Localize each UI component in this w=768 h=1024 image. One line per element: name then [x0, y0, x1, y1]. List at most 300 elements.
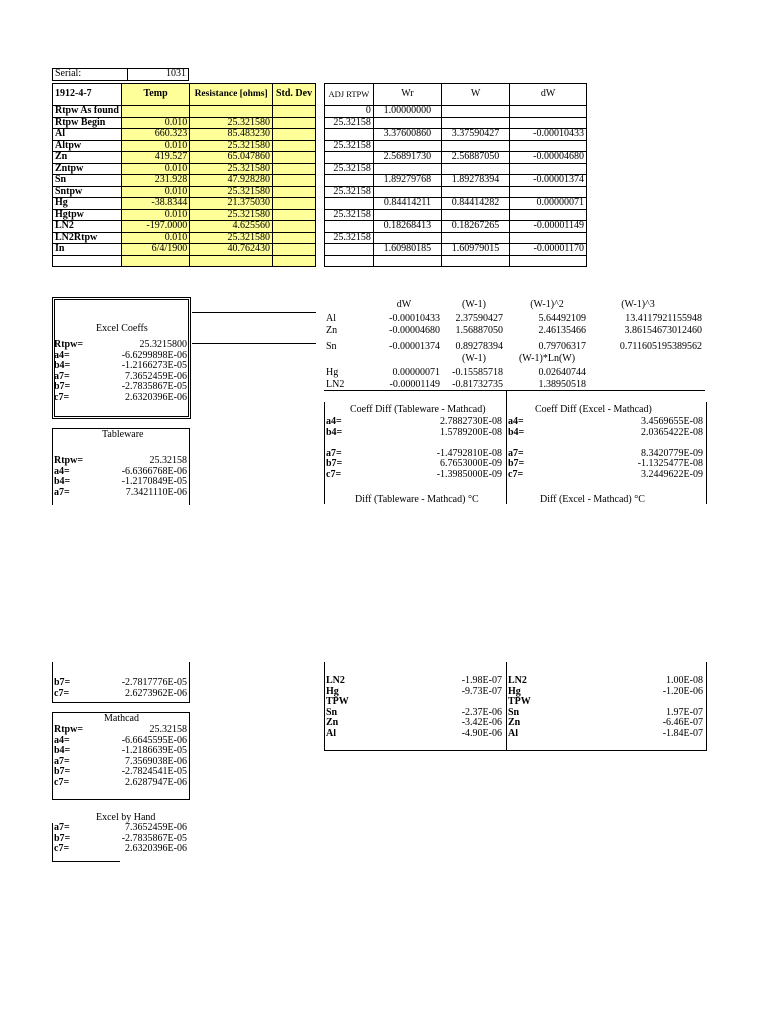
coeff-value: -1.98E-07	[461, 676, 502, 686]
resistance-cell	[190, 255, 273, 267]
std-dev-cell	[273, 209, 316, 221]
calc-w2: 2.46135466	[538, 325, 586, 336]
adj-rtpw-cell: 25.32158	[325, 232, 374, 244]
serial-label: Serial:	[53, 69, 128, 81]
coeff-value: 7.3421110E-06	[125, 487, 187, 498]
temp-cell: 0.010	[121, 140, 189, 152]
resistance-cell: 25.321580	[190, 117, 273, 129]
excel-coeffs-table	[52, 340, 189, 403]
excel-coeffs-title: Excel Coeffs	[96, 323, 148, 334]
coeff-key: a7=	[54, 487, 70, 498]
temp-cell: 660.323	[121, 129, 189, 141]
table-row	[506, 449, 705, 460]
coeff-key: Sn	[508, 707, 520, 718]
coeff-key: LN2	[326, 676, 345, 686]
row-label: LN2	[53, 221, 122, 233]
coeff-diff-excel-table	[506, 417, 705, 480]
coeff-key: a7=	[326, 448, 342, 459]
table-row	[324, 729, 504, 740]
calc-w1: 2.37590427	[455, 313, 503, 324]
wr-cell	[373, 186, 441, 198]
mathcad-title: Mathcad	[104, 713, 139, 724]
table-row	[324, 417, 504, 428]
table-row	[325, 152, 587, 164]
table-row	[506, 676, 705, 687]
tableware-continued-table	[52, 678, 189, 699]
calc-dw: 0.00000071	[392, 367, 440, 378]
calc-w1: 0.89278394	[455, 341, 503, 352]
table-row	[52, 746, 189, 757]
adj-rtpw-cell: 25.32158	[325, 209, 374, 221]
coeff-key: c7=	[54, 688, 70, 699]
wr-cell: 3.37600860	[373, 129, 441, 141]
table-row	[324, 438, 504, 449]
coeff-key: a4=	[54, 350, 70, 361]
table-row	[324, 718, 504, 729]
coeff-key: b7=	[54, 382, 71, 392]
table-row	[52, 844, 189, 855]
adj-rtpw-cell	[325, 244, 374, 256]
coeff-value: 3.2449622E-09	[641, 469, 703, 480]
table-row	[53, 152, 316, 164]
coeff-value: 1.97E-07	[666, 707, 703, 718]
adj-rtpw-cell	[325, 129, 374, 141]
table-row	[52, 456, 189, 467]
coeff-key: b7=	[54, 767, 71, 777]
adj-rtpw-cell: 25.32158	[325, 186, 374, 198]
coeff-key: Zn	[508, 718, 521, 728]
table-row	[52, 757, 189, 768]
coeff-key: b4=	[54, 477, 71, 487]
wr-cell	[373, 117, 441, 129]
divider-line	[192, 343, 316, 344]
table-row	[325, 175, 587, 187]
calc-header: (W-1)	[462, 299, 486, 310]
dw-cell: -0.00001170	[510, 244, 587, 256]
temp-cell: 0.010	[121, 232, 189, 244]
table-row	[52, 340, 189, 351]
coeff-value: -2.7824541E-05	[121, 767, 187, 777]
dw-cell	[510, 163, 587, 175]
wr-cell	[373, 140, 441, 152]
coeff-key: c7=	[54, 777, 70, 788]
excel-by-hand-table	[52, 823, 189, 855]
w-cell	[441, 140, 509, 152]
coeff-key: TPW	[326, 697, 349, 707]
table-row	[506, 459, 705, 470]
table-row	[52, 393, 189, 404]
table-row	[52, 477, 189, 488]
coeff-value: 1.00E-08	[666, 676, 703, 686]
coeff-key: b7=	[326, 459, 343, 469]
table-row	[53, 129, 316, 141]
row-label: LN2Rtpw	[53, 232, 122, 244]
empty-cell	[325, 255, 374, 267]
w-cell: 2.56887050	[441, 152, 509, 164]
resistance-cell: 65.047860	[190, 152, 273, 164]
coeff-value	[378, 697, 504, 708]
coeff-key: Al	[326, 728, 336, 739]
temp-cell: 419.527	[121, 152, 189, 164]
adj-rtpw-cell: 25.32158	[325, 117, 374, 129]
adj-rtpw-cell	[325, 175, 374, 187]
w-cell: 0.18267265	[441, 221, 509, 233]
coeff-value: -2.7835867E-05	[121, 382, 187, 392]
header-std-dev: Std. Dev	[273, 84, 316, 106]
dw-cell: -0.00001374	[510, 175, 587, 187]
coeff-value: -6.6645595E-06	[121, 735, 187, 746]
coeff-key: Hg	[326, 686, 339, 697]
table-row	[52, 767, 189, 778]
coeff-key: TPW	[508, 697, 531, 707]
header-wr: Wr	[373, 84, 441, 106]
coeff-value: 7.3652459E-06	[125, 823, 187, 833]
std-dev-cell	[273, 163, 316, 175]
adj-rtpw-cell: 0	[325, 106, 374, 118]
coeff-key: Rtpw=	[54, 725, 84, 735]
dw-cell: -0.00010433	[510, 129, 587, 141]
table-row	[506, 417, 705, 428]
adj-rtpw-cell: 25.32158	[325, 163, 374, 175]
table-row	[325, 255, 587, 267]
coeff-value: 2.7882730E-08	[440, 417, 502, 427]
table-row	[324, 697, 504, 708]
coeff-value: -1.1325477E-08	[637, 459, 703, 469]
table-row	[53, 175, 316, 187]
temp-cell: 0.010	[121, 209, 189, 221]
coeff-value	[560, 697, 705, 708]
coeff-key: a7=	[54, 371, 70, 382]
coeff-value: 7.3652459E-06	[125, 371, 187, 382]
diff-tableware-title: Diff (Tableware - Mathcad) °C	[355, 494, 479, 505]
std-dev-cell	[273, 106, 316, 118]
calc-w3: 0.711605195389562	[619, 341, 702, 352]
table-row	[53, 106, 316, 118]
std-dev-cell	[273, 175, 316, 187]
coeff-value: 2.6320396E-06	[125, 844, 187, 854]
calc-w2: 5.64492109	[538, 313, 586, 324]
coeff-value: -1.2186639E-05	[121, 746, 187, 756]
row-label: Al	[53, 129, 122, 141]
wr-cell	[373, 163, 441, 175]
temp-cell: 0.010	[121, 117, 189, 129]
diff-excel-title: Diff (Excel - Mathcad) °C	[540, 494, 645, 505]
resistance-cell: 25.321580	[190, 232, 273, 244]
dw-cell	[510, 186, 587, 198]
calc-w1: -0.81732735	[452, 379, 503, 390]
coeff-value: 25.32158	[149, 725, 187, 735]
coeff-key	[506, 438, 560, 449]
coeff-diff-tableware-title: Coeff Diff (Tableware - Mathcad)	[350, 404, 486, 415]
calc-dw: -0.00004680	[389, 325, 440, 336]
resistance-cell: 21.375030	[190, 198, 273, 210]
coeff-key: b4=	[54, 746, 71, 756]
header-resistance: Resistance [ohms]	[190, 84, 273, 106]
w-cell	[441, 106, 509, 118]
tableware-title: Tableware	[102, 429, 144, 440]
table-row	[52, 678, 189, 689]
table-row	[325, 232, 587, 244]
coeff-key: b4=	[326, 427, 343, 438]
table-row	[324, 676, 504, 687]
coeff-value: 7.3569038E-06	[125, 756, 187, 767]
table-row	[52, 823, 189, 834]
row-label: Sn	[53, 175, 122, 187]
table-row	[52, 725, 189, 736]
empty-cell	[441, 255, 509, 267]
serial-value: 1031	[128, 69, 189, 81]
coeff-value: 1.5789200E-08	[440, 427, 502, 438]
coeff-value: 2.6320396E-06	[125, 392, 187, 403]
calc-dw: -0.00001149	[389, 379, 440, 390]
table-row	[325, 129, 587, 141]
table-row	[324, 449, 504, 460]
w-cell	[441, 209, 509, 221]
table-row	[325, 198, 587, 210]
temp-cell	[121, 255, 189, 267]
std-dev-cell	[273, 186, 316, 198]
resistance-cell: 25.321580	[190, 140, 273, 152]
dw-cell	[510, 232, 587, 244]
wr-cell: 0.18268413	[373, 221, 441, 233]
coeff-key: a7=	[508, 448, 524, 459]
coeff-key: Rtpw=	[54, 340, 84, 350]
resistance-cell: 25.321580	[190, 163, 273, 175]
temp-cell: -197.0000	[121, 221, 189, 233]
resistance-cell: 85.483230	[190, 129, 273, 141]
dw-cell: 0.00000071	[510, 198, 587, 210]
wr-cell	[373, 232, 441, 244]
w-cell: 1.89278394	[441, 175, 509, 187]
table-row	[325, 117, 587, 129]
resistance-cell: 40.762430	[190, 244, 273, 256]
table-row	[325, 244, 587, 256]
row-label: Hgtpw	[53, 209, 122, 221]
table-row	[52, 488, 189, 499]
wr-cell: 2.56891730	[373, 152, 441, 164]
table-row	[506, 718, 705, 729]
coeff-key: c7=	[326, 469, 342, 480]
wr-cell: 1.00000000	[373, 106, 441, 118]
row-label: Zntpw	[53, 163, 122, 175]
std-dev-cell	[273, 198, 316, 210]
w-cell	[441, 186, 509, 198]
calc-w2: 1.38950518	[538, 379, 586, 390]
table-row	[53, 255, 316, 267]
table-row	[506, 438, 705, 449]
row-label: Sntpw	[53, 186, 122, 198]
serial-box	[52, 68, 189, 81]
table-row	[53, 209, 316, 221]
coeff-key: b7=	[54, 833, 71, 844]
w-ratio-table	[324, 83, 587, 267]
wr-cell: 1.89279768	[373, 175, 441, 187]
table-row	[325, 221, 587, 233]
coeff-value: -6.6299898E-06	[121, 350, 187, 361]
std-dev-cell	[273, 232, 316, 244]
table-row	[53, 221, 316, 233]
coeff-key: c7=	[54, 844, 70, 854]
table-row	[53, 232, 316, 244]
coeff-key: Zn	[326, 718, 339, 728]
std-dev-cell	[273, 140, 316, 152]
divider-line	[324, 390, 705, 391]
coeff-diff-excel-title: Coeff Diff (Excel - Mathcad)	[535, 404, 652, 415]
coeff-value: 25.3215800	[139, 340, 187, 350]
coeff-key: a4=	[54, 735, 70, 746]
coeff-value: -1.2170849E-05	[121, 477, 187, 487]
excel-by-hand-underline	[52, 861, 120, 862]
calc-row-label: Sn	[326, 341, 337, 352]
coeff-key: c7=	[508, 469, 524, 480]
table-row	[52, 351, 189, 362]
coeff-key: Hg	[508, 686, 521, 697]
row-label: Zn	[53, 152, 122, 164]
dw-cell	[510, 140, 587, 152]
table-row	[506, 470, 705, 481]
row-label: Hg	[53, 198, 122, 210]
std-dev-cell	[273, 117, 316, 129]
calc-dw: -0.00001374	[389, 341, 440, 352]
table-row	[52, 382, 189, 393]
calc-header: dW	[396, 299, 412, 310]
table-row	[53, 163, 316, 175]
w-cell: 3.37590427	[441, 129, 509, 141]
adj-rtpw-cell	[325, 221, 374, 233]
adj-rtpw-cell	[325, 152, 374, 164]
coeff-value: 2.6287947E-06	[125, 777, 187, 788]
header-temp: Temp	[121, 84, 189, 106]
coeff-diff-tableware-table	[324, 417, 504, 480]
empty-cell	[510, 255, 587, 267]
coeff-value: -2.7817776E-05	[121, 678, 187, 688]
table-row	[324, 459, 504, 470]
table-row	[53, 186, 316, 198]
row-label: Altpw	[53, 140, 122, 152]
coeff-key: b4=	[54, 361, 71, 371]
resistance-cell	[190, 106, 273, 118]
table-row	[325, 186, 587, 198]
table-row	[506, 708, 705, 719]
coeff-value: 2.0365422E-08	[641, 427, 703, 438]
dw-cell	[510, 209, 587, 221]
coeff-key: b4=	[508, 427, 525, 438]
resistance-cell: 25.321580	[190, 186, 273, 198]
std-dev-cell	[273, 255, 316, 267]
coeff-value: -1.3985000E-09	[436, 469, 502, 480]
coeff-value: 6.7653000E-09	[440, 459, 502, 469]
calc-header: (W-1)^3	[621, 299, 655, 310]
coeff-value: -3.42E-06	[461, 718, 502, 728]
coeff-key: Rtpw=	[54, 456, 84, 466]
coeff-value: 25.32158	[149, 456, 187, 466]
coeff-value	[560, 438, 705, 449]
calc-w3: 13.4117921155948	[625, 313, 702, 324]
dw-cell: -0.00001149	[510, 221, 587, 233]
std-dev-cell	[273, 221, 316, 233]
table-row	[325, 209, 587, 221]
coeff-value: 2.6273962E-06	[125, 688, 187, 699]
divider-line	[192, 312, 316, 313]
wr-cell: 0.84414211	[373, 198, 441, 210]
temp-cell: 0.010	[121, 186, 189, 198]
temp-cell	[121, 106, 189, 118]
dw-cell	[510, 117, 587, 129]
excel-by-hand-title: Excel by Hand	[96, 812, 156, 823]
calc-header: (W-1)^2	[530, 299, 564, 310]
dw-cell	[510, 106, 587, 118]
coeff-value: -6.46E-07	[662, 718, 703, 728]
table-row	[52, 778, 189, 789]
coeff-value: -2.37E-06	[461, 707, 502, 718]
coeff-value: -2.7835867E-05	[121, 833, 187, 844]
coeff-key: Al	[508, 728, 518, 739]
adj-rtpw-cell	[325, 198, 374, 210]
std-dev-cell	[273, 152, 316, 164]
table-row	[53, 140, 316, 152]
coeff-key: a4=	[326, 417, 342, 427]
table-row	[52, 689, 189, 700]
coeff-key: Sn	[326, 707, 338, 718]
diff-excel-table	[506, 676, 705, 739]
calc-dw: -0.00010433	[389, 313, 440, 324]
header-adj-rtpw: ADJ RTPW	[325, 84, 374, 106]
coeff-key: a4=	[508, 417, 524, 427]
w-cell	[441, 232, 509, 244]
coeff-key: a7=	[54, 756, 70, 767]
coeff-value: -1.4792810E-08	[436, 448, 502, 459]
dw-cell: -0.00004680	[510, 152, 587, 164]
table-row	[52, 736, 189, 747]
tableware-table	[52, 456, 189, 498]
table-row	[325, 163, 587, 175]
calc-row-label: Al	[326, 313, 336, 324]
temp-cell: 6/4/1900	[121, 244, 189, 256]
empty-cell	[373, 255, 441, 267]
coeff-key	[324, 438, 378, 449]
resistance-cell: 47.928280	[190, 175, 273, 187]
table-row	[52, 361, 189, 372]
table-row	[324, 708, 504, 719]
coeff-key: c7=	[54, 392, 70, 403]
coeff-value: -4.90E-06	[461, 728, 502, 739]
resistance-cell: 4.625560	[190, 221, 273, 233]
coeff-key: b7=	[508, 459, 525, 469]
coeff-value	[378, 438, 504, 449]
row-label: Rtpw As found	[53, 106, 122, 118]
calc-w1: 1.56887050	[455, 325, 503, 336]
wr-cell: 1.60980185	[373, 244, 441, 256]
coeff-key: LN2	[508, 676, 527, 686]
table-row	[325, 106, 587, 118]
calc-row-label: Hg	[326, 367, 339, 378]
calc-header: (W-1)*Ln(W)	[518, 353, 576, 364]
calc-w3: 3.86154673012460	[624, 325, 702, 336]
table-row	[53, 244, 316, 256]
table-row	[506, 697, 705, 708]
coeff-value: 3.4569655E-08	[641, 417, 703, 427]
calibration-table	[52, 83, 316, 267]
w-cell	[441, 117, 509, 129]
w-cell	[441, 163, 509, 175]
table-row	[506, 729, 705, 740]
mathcad-table	[52, 725, 189, 788]
coeff-value: -1.2166273E-05	[121, 361, 187, 371]
table-id: 1912-4-7	[53, 84, 122, 106]
coeff-value: 8.3420779E-09	[641, 448, 703, 459]
calc-w2: 0.79706317	[538, 341, 586, 352]
calc-w2: 0.02640744	[538, 367, 586, 378]
